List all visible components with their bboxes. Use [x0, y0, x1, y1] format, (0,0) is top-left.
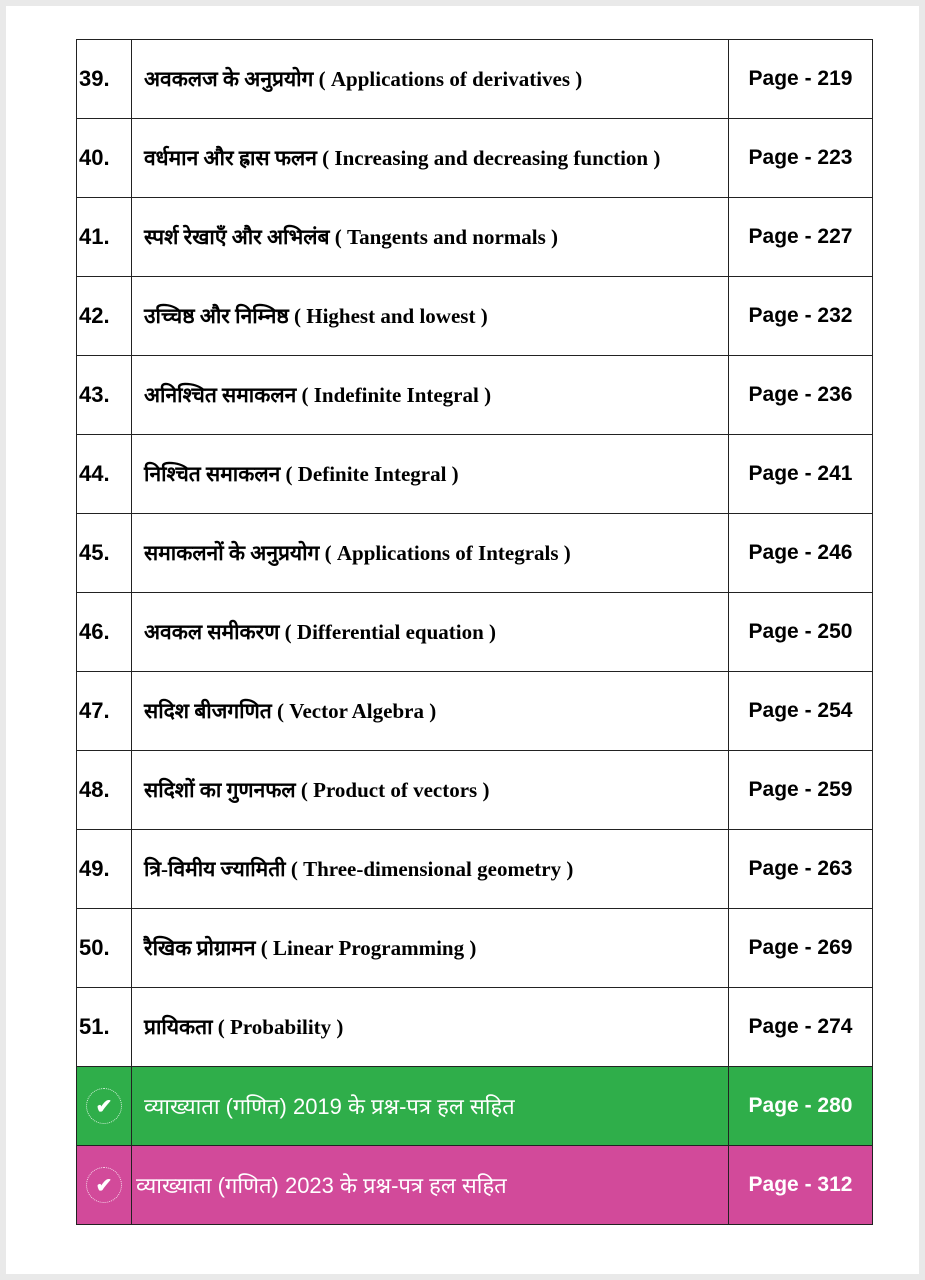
- chapter-title: उच्चिष्ठ और निम्निष्ठ ( Highest and lowest ): [132, 277, 729, 356]
- check-circle-icon: ✔: [86, 1088, 122, 1124]
- page-number: Page - 274: [729, 988, 873, 1067]
- chapter-title: त्रि-विमीय ज्यामिती ( Three-dimensional geometry ): [132, 830, 729, 909]
- check-cell: [77, 1146, 132, 1225]
- chapter-number: 48.: [77, 751, 132, 830]
- document-page: [6, 6, 919, 1274]
- chapter-number: 42.: [77, 277, 132, 356]
- check-cell: [77, 1067, 132, 1146]
- page-number: Page - 259: [729, 751, 873, 830]
- chapter-title: अनिश्चित समाकलन ( Indefinite Integral ): [132, 356, 729, 435]
- page-number: Page - 254: [729, 672, 873, 751]
- chapter-title: समाकलनों के अनुप्रयोग ( Applications of Integrals ): [132, 514, 729, 593]
- chapter-title: अवकल समीकरण ( Differential equation ): [132, 593, 729, 672]
- chapter-title: सदिशों का गुणनफल ( Product of vectors ): [132, 751, 729, 830]
- toc-row: [77, 277, 873, 356]
- toc-row: [77, 119, 873, 198]
- chapter-title: अवकलज के अनुप्रयोग ( Applications of derivatives ): [132, 40, 729, 119]
- toc-row: [77, 830, 873, 909]
- page-number: Page - 219: [729, 40, 873, 119]
- toc-row-solved-paper: [77, 1146, 873, 1225]
- page-number: Page - 269: [729, 909, 873, 988]
- toc-row: [77, 672, 873, 751]
- chapter-title: स्पर्श रेखाएँ और अभिलंब ( Tangents and normals ): [132, 198, 729, 277]
- chapter-title: वर्धमान और ह्रास फलन ( Increasing and decreasing function ): [132, 119, 729, 198]
- toc-row: [77, 356, 873, 435]
- page-number: Page - 241: [729, 435, 873, 514]
- toc-row: [77, 514, 873, 593]
- chapter-number: 41.: [77, 198, 132, 277]
- chapter-number: 51.: [77, 988, 132, 1067]
- solved-paper-title: व्याख्याता (गणित) 2023 के प्रश्न-पत्र हल सहित: [132, 1146, 729, 1225]
- page-number: Page - 223: [729, 119, 873, 198]
- chapter-number: 40.: [77, 119, 132, 198]
- page-number: Page - 312: [729, 1146, 873, 1225]
- page-number: Page - 246: [729, 514, 873, 593]
- chapter-number: 50.: [77, 909, 132, 988]
- chapter-number: 47.: [77, 672, 132, 751]
- page-number: Page - 232: [729, 277, 873, 356]
- page-number: Page - 280: [729, 1067, 873, 1146]
- chapter-title: प्रायिकता ( Probability ): [132, 988, 729, 1067]
- page-number: Page - 263: [729, 830, 873, 909]
- chapter-number: 44.: [77, 435, 132, 514]
- chapter-number: 45.: [77, 514, 132, 593]
- chapter-number: 49.: [77, 830, 132, 909]
- toc-row: [77, 435, 873, 514]
- table-of-contents: [76, 39, 873, 1225]
- chapter-title: सदिश बीजगणित ( Vector Algebra ): [132, 672, 729, 751]
- toc-row: [77, 40, 873, 119]
- toc-row: [77, 988, 873, 1067]
- chapter-title: निश्चित समाकलन ( Definite Integral ): [132, 435, 729, 514]
- toc-row-solved-paper: [77, 1067, 873, 1146]
- chapter-number: 46.: [77, 593, 132, 672]
- chapter-number: 39.: [77, 40, 132, 119]
- page-number: Page - 236: [729, 356, 873, 435]
- chapter-number: 43.: [77, 356, 132, 435]
- toc-row: [77, 909, 873, 988]
- toc-row: [77, 593, 873, 672]
- toc-row: [77, 751, 873, 830]
- check-circle-icon: ✔: [86, 1167, 122, 1203]
- solved-paper-title: व्याख्याता (गणित) 2019 के प्रश्न-पत्र हल सहित: [132, 1067, 729, 1146]
- page-number: Page - 227: [729, 198, 873, 277]
- page-number: Page - 250: [729, 593, 873, 672]
- toc-row: [77, 198, 873, 277]
- chapter-title: रैखिक प्रोग्रामन ( Linear Programming ): [132, 909, 729, 988]
